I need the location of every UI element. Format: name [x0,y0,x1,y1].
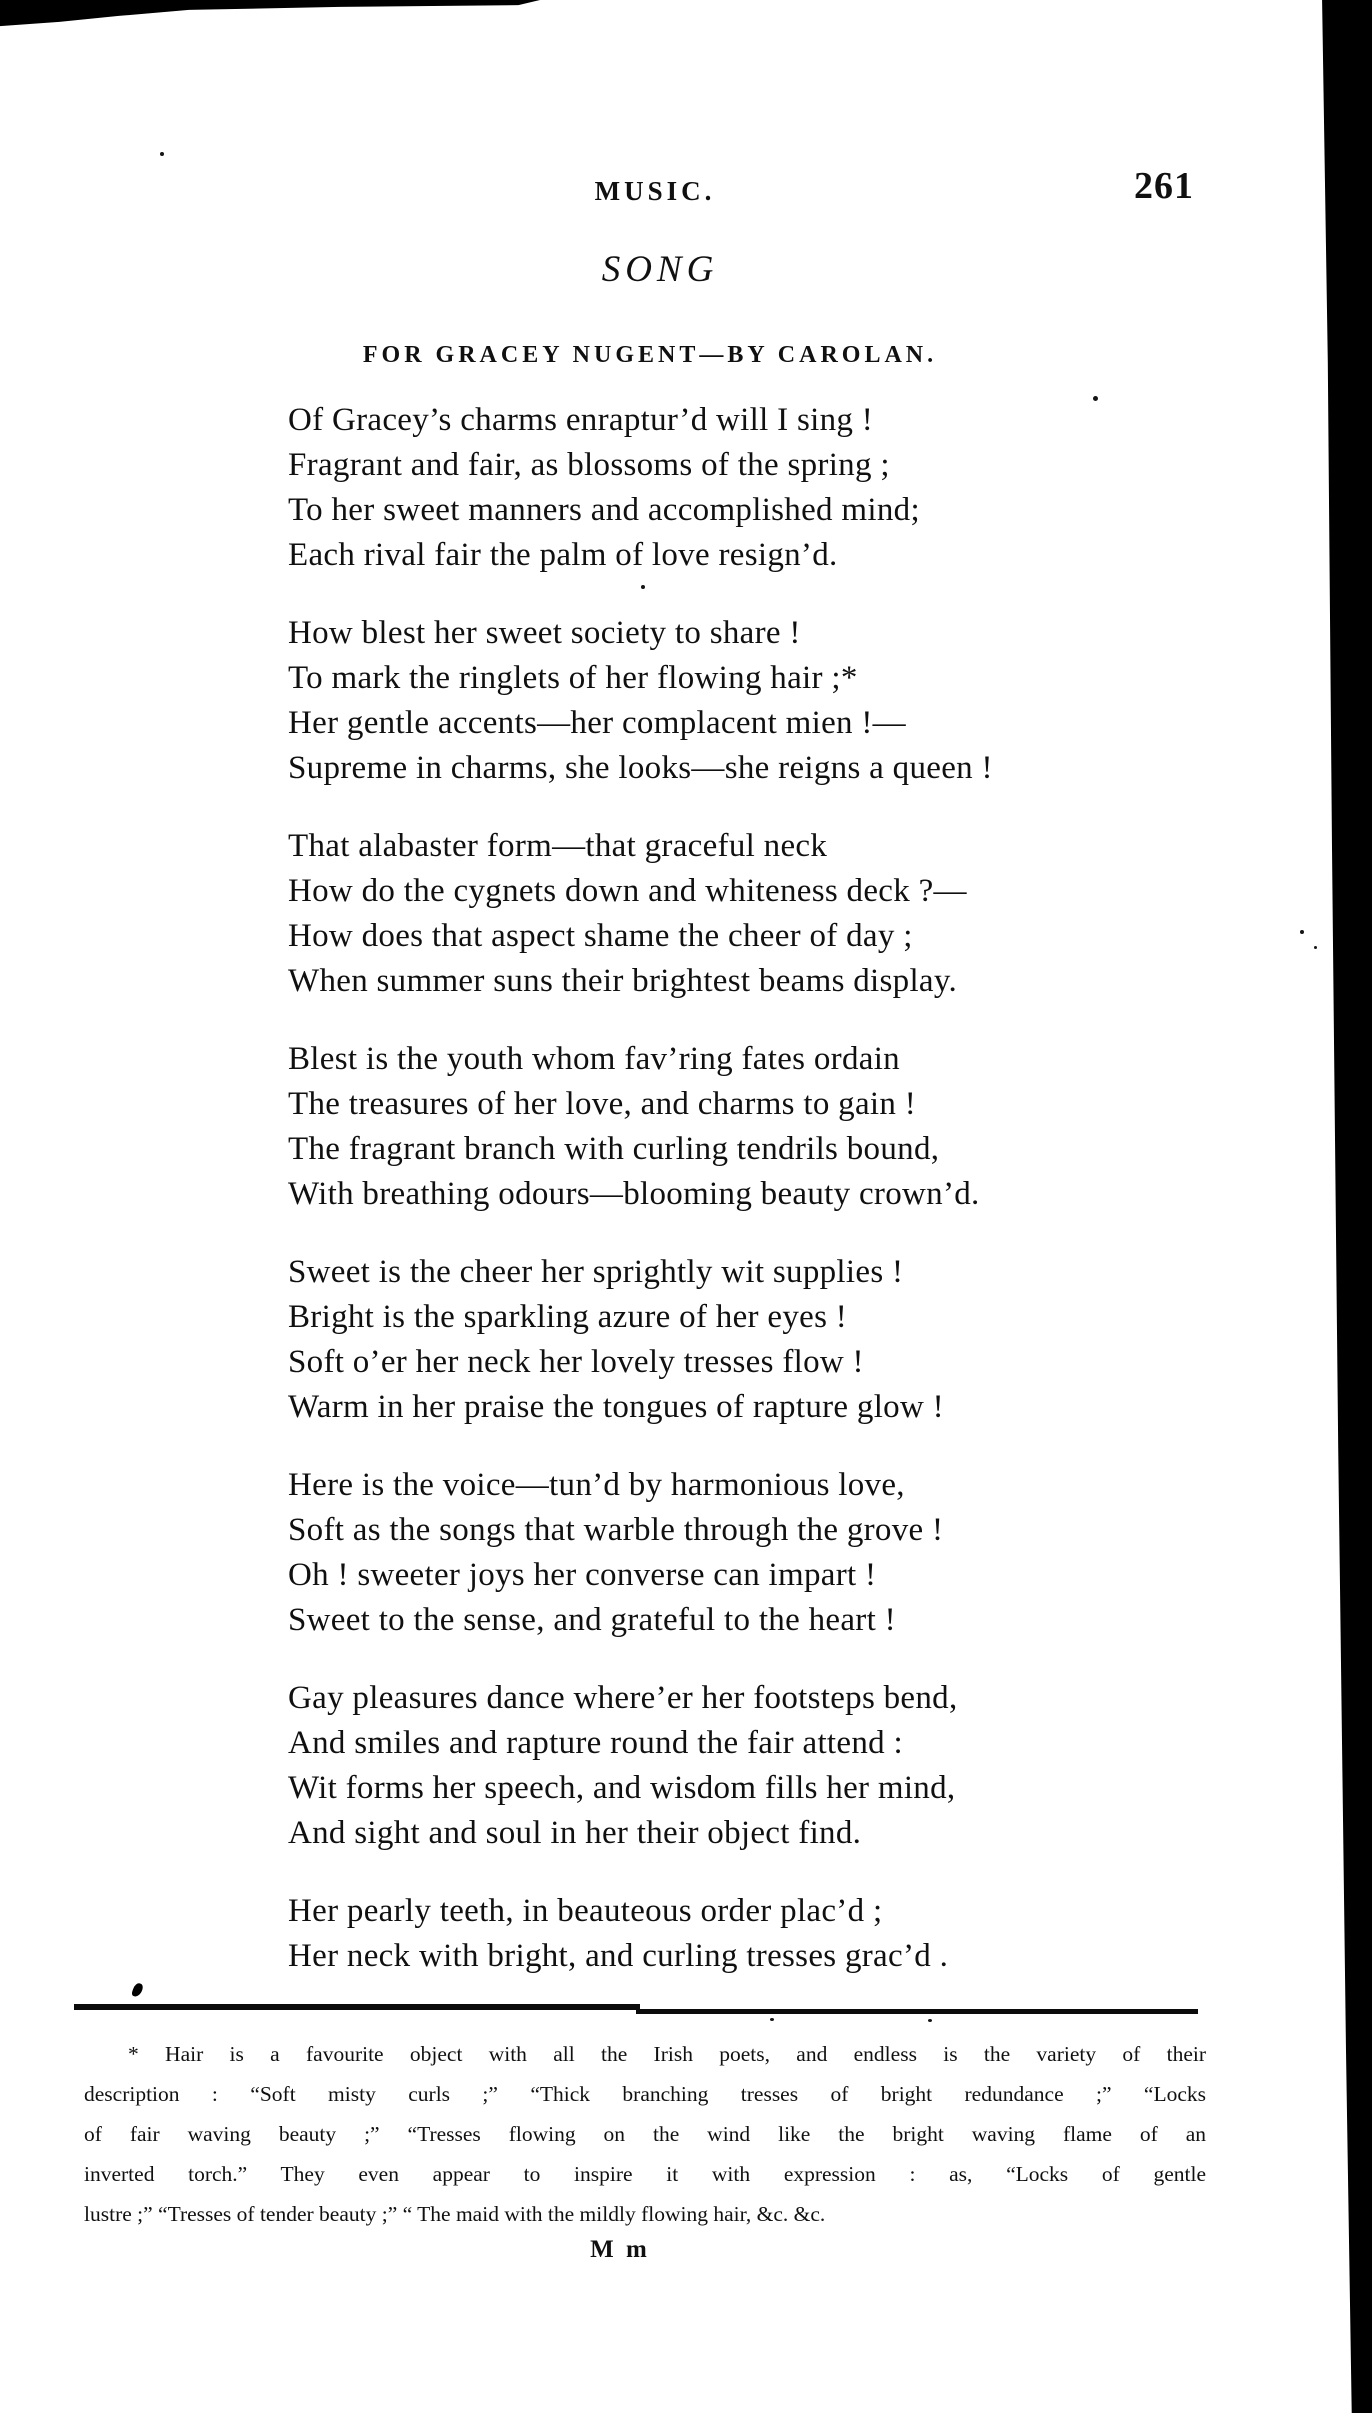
song-subtitle: FOR GRACEY NUGENT—BY CAROLAN. [362,342,938,368]
ink-speck [928,2019,932,2022]
poem-line: How blest her sweet society to share ! [288,615,801,651]
printer-signature: M m [590,2236,650,2263]
stanza-8 [288,1889,993,1979]
ink-speck [1314,946,1317,949]
page-title: SONG [601,249,719,290]
poem-line: Bright is the sparkling azure of her eyes ! [288,1299,848,1335]
footnote-line: lustre ;” “Tresses of tender beauty ;” “ The maid with the mildly flowing hair, &c. &c. [84,2202,826,2226]
poem-line: How do the cygnets down and whiteness deck ?— [288,873,967,909]
poem-line: To her sweet manners and accomplished mind; [288,492,920,528]
poem-line: Her neck with bright, and curling tresses grac’d . [288,1938,949,1974]
poem-line: Oh ! sweeter joys her converse can impart ! [288,1557,877,1593]
footnote-rule [74,2004,640,2010]
poem-body [288,398,993,2012]
poem-line: Gay pleasures dance where’er her footsteps bend, [288,1680,958,1716]
footnote [84,2034,1206,2234]
stanza-4 [288,1037,993,1217]
stanza-5 [288,1250,993,1430]
stanza-3 [288,824,993,1004]
stanza-6 [288,1463,993,1643]
poem-line: Of Gracey’s charms enraptur’d will I sing ! [288,402,874,438]
ink-speck [1300,930,1304,934]
poem-line: The treasures of her love, and charms to gain ! [288,1086,917,1122]
poem-line: Wit forms her speech, and wisdom fills her mind, [288,1770,956,1806]
poem-line: How does that aspect shame the cheer of day ; [288,918,913,954]
poem-line: When summer suns their brightest beams display. [288,963,958,999]
footnote-rule [636,2009,1198,2014]
scan-artifact-right-band [1320,0,1372,2413]
poem-line: To mark the ringlets of her flowing hair ;* [288,660,858,696]
poem-line: Supreme in charms, she looks—she reigns a queen ! [288,750,993,786]
ink-speck [160,152,164,156]
poem-line: With breathing odours—blooming beauty crown’d. [288,1176,980,1212]
poem-line: The fragrant branch with curling tendrils bound, [288,1131,940,1167]
poem-line: Her gentle accents—her complacent mien !— [288,705,906,741]
footnote-line: inverted torch.” They even appear to inspire it with expression : as, “Locks of gentle [84,2162,1206,2186]
poem-line: Sweet to the sense, and grateful to the heart ! [288,1602,896,1638]
poem-line: Her pearly teeth, in beauteous order plac’d ; [288,1893,883,1929]
poem-line: And sight and soul in her their object find. [288,1815,862,1851]
poem-line: That alabaster form—that graceful neck [288,828,828,864]
stanza-2 [288,611,993,791]
poem-line: Here is the voice—tun’d by harmonious love, [288,1467,905,1503]
poem-line: Blest is the youth whom fav’ring fates ordain [288,1041,900,1077]
poem-line: Soft o’er her neck her lovely tresses flow ! [288,1344,864,1380]
page-number: 261 [1134,165,1194,207]
ink-blot [131,1982,144,1998]
footnote-line: description : “Soft misty curls ;” “Thick branching tresses of bright redundance ;” “Locks [84,2082,1206,2106]
poem-line: Each rival fair the palm of love resign’d. [288,537,838,573]
stanza-1 [288,398,993,578]
poem-line: Fragrant and fair, as blossoms of the spring ; [288,447,890,483]
poem-line: Sweet is the cheer her sprightly wit supplies ! [288,1254,904,1290]
ink-speck [770,2018,774,2021]
footnote-line: * Hair is a favourite object with all the Irish poets, and endless is the variety of their [128,2042,1206,2066]
running-title: MUSIC. [594,176,716,206]
ink-speck [1093,396,1098,401]
poem-line: And smiles and rapture round the fair attend : [288,1725,903,1761]
scan-artifact-top-left [0,0,540,30]
footnote-line: of fair waving beauty ;” “Tresses flowing on the wind like the bright waving flame of an [84,2122,1206,2146]
poem-line: Soft as the songs that warble through the grove ! [288,1512,944,1548]
stanza-7 [288,1676,993,1856]
poem-line: Warm in her praise the tongues of rapture glow ! [288,1389,944,1425]
